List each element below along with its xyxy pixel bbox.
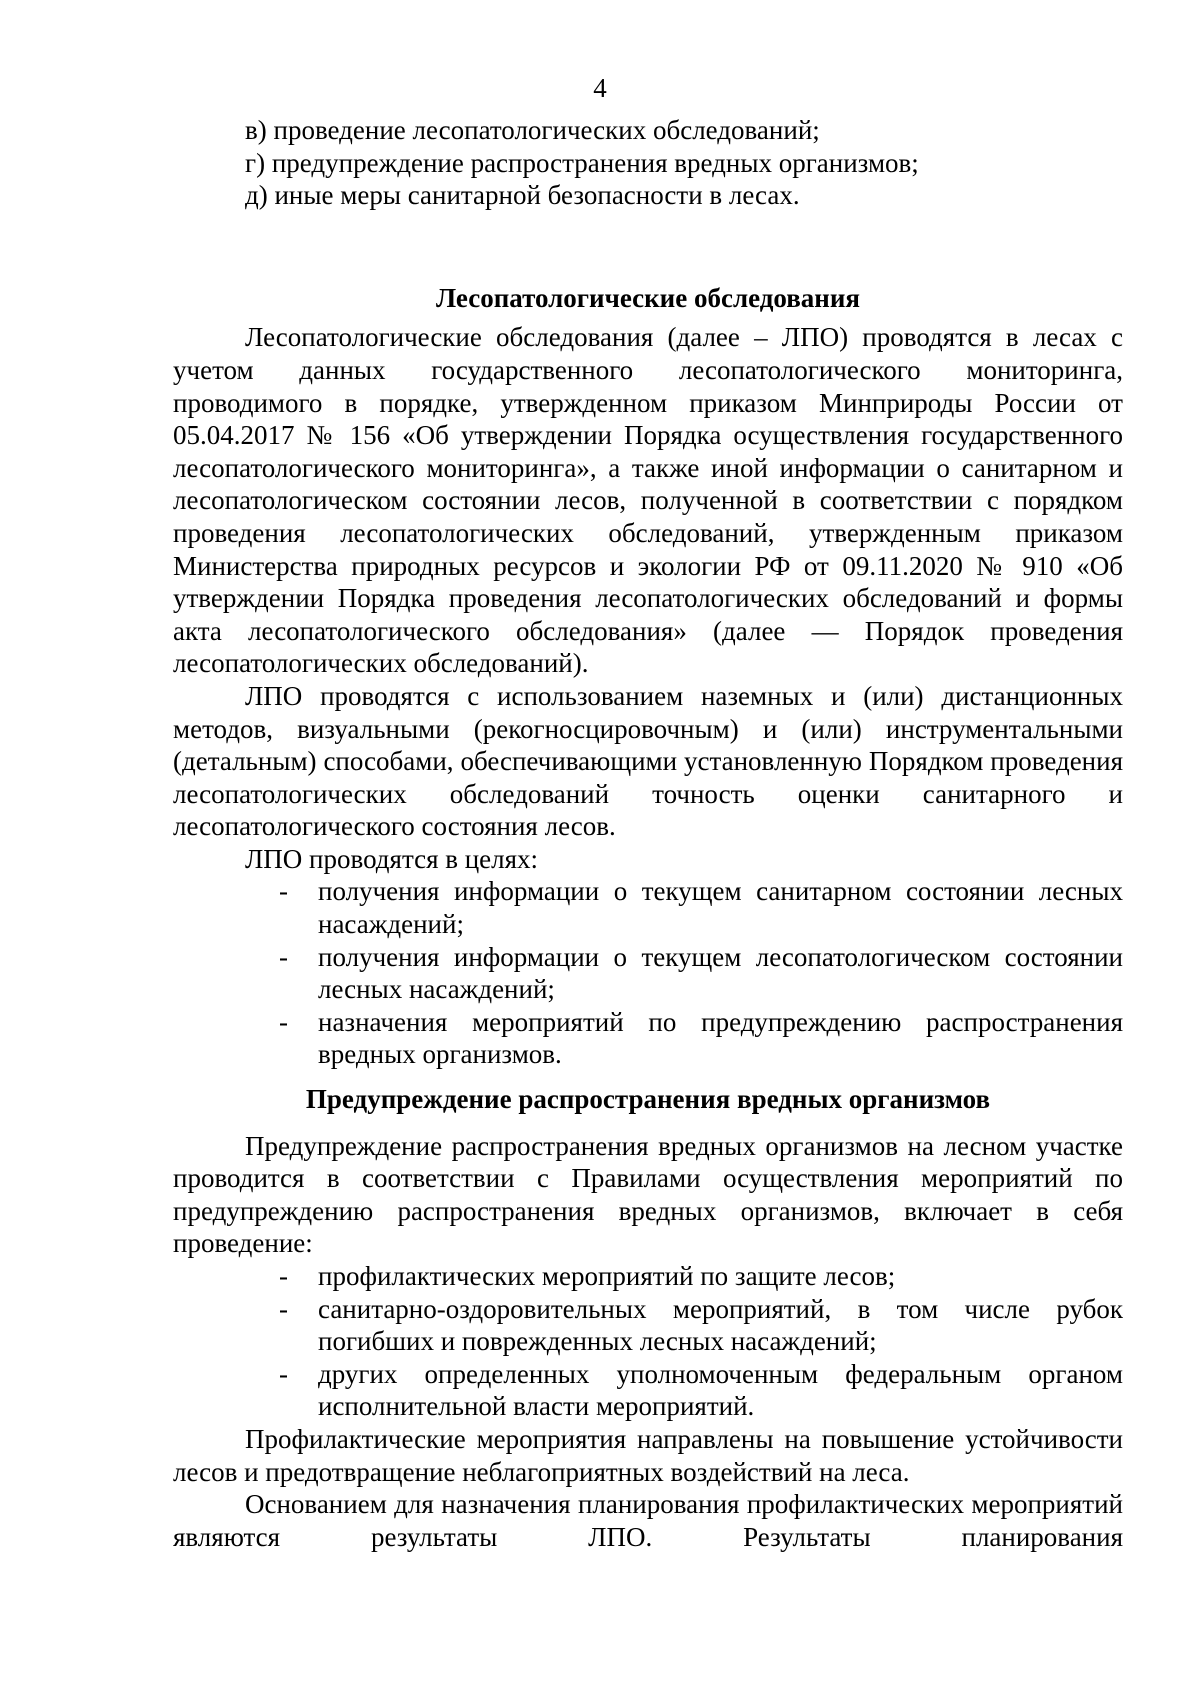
intro-item: г) предупреждение распространения вредных организмов; xyxy=(245,147,919,178)
paragraph: Основанием для назначения планирования профилактических мероприятий являются результаты ЛПО. Результаты планирования xyxy=(173,1489,1123,1552)
page-number: 4 xyxy=(593,73,607,103)
document-body xyxy=(173,114,1123,1553)
list-item-text: назначения мероприятий по предупреждению распространения вредных организмов. xyxy=(318,1006,1123,1070)
list-item xyxy=(173,1293,1123,1358)
section-heading-forest-pathology-surveys: Лесопатологические обследования xyxy=(435,282,861,313)
list-item xyxy=(173,875,1123,940)
goals-list xyxy=(173,875,1123,1071)
section-heading-pest-prevention: Предупреждение распространения вредных организмов xyxy=(305,1084,991,1115)
list-item-text: получения информации о текущем лесопатологическом состоянии лесных насаждений; xyxy=(318,941,1123,1005)
list-item xyxy=(173,1358,1123,1423)
measures-list xyxy=(173,1260,1123,1423)
intro-item: д) иные меры санитарной безопасности в лесах. xyxy=(245,180,800,211)
list-item-text: профилактических мероприятий по защите лесов; xyxy=(318,1261,896,1291)
dash-bullet: - xyxy=(279,1006,288,1037)
list-item xyxy=(173,1260,1123,1293)
dash-bullet: - xyxy=(279,1293,288,1324)
paragraph: Лесопатологические обследования (далее – ЛПО) проводятся в лесах с учетом данных государственного лесопатологического мониторинга, проводимого в порядке, утвержденном приказом Минприроды России от 05.04.2017 № 156 «Об утверждении Порядка осуществления государственного лесопатологического мониторинга», а также иной информации о санитарном и лесопатологическом состоянии лесов, полученной в соответствии с порядком проведения лесопатологических обследований, утвержденным приказом Министерства природных ресурсов и экологии РФ от 09.11.2020 № 910 «Об утверждении Порядка проведения лесопатологических обследований и формы акта лесопатологического обследования» (далее — Порядок проведения лесопатологических обследований). xyxy=(173,322,1123,679)
paragraph: Предупреждение распространения вредных организмов на лесном участке проводится в соответствии с Правилами осуществления мероприятий по предупреждению распространения вредных организмов, включает в себя проведение: xyxy=(173,1130,1123,1259)
paragraph: ЛПО проводятся с использованием наземных и (или) дистанционных методов, визуальными (рекогносцировочным) и (или) инструментальными (детальным) способами, обеспечивающими установленную Порядком проведения лесопатологических обследований точность оценки санитарного и лесопатологического состояния лесов. xyxy=(173,680,1123,842)
list-item-text: других определенных уполномоченным федеральным органом исполнительной власти мероприятий. xyxy=(318,1358,1123,1422)
list-item xyxy=(173,1006,1123,1071)
paragraph: ЛПО проводятся в целях: xyxy=(245,843,539,874)
intro-item: в) проведение лесопатологических обследований; xyxy=(245,115,820,145)
dash-bullet: - xyxy=(279,1261,288,1291)
dash-bullet: - xyxy=(279,876,288,907)
paragraph: Профилактические мероприятия направлены на повышение устойчивости лесов и предотвращение неблагоприятных воздействий на леса. xyxy=(173,1423,1123,1487)
dash-bullet: - xyxy=(279,1358,288,1389)
list-item-text: получения информации о текущем санитарном состоянии лесных насаждений; xyxy=(318,876,1123,940)
list-item xyxy=(173,941,1123,1006)
list-item-text: санитарно-оздоровительных мероприятий, в том числе рубок погибших и поврежденных лесных насаждений; xyxy=(318,1293,1123,1357)
dash-bullet: - xyxy=(279,941,288,972)
